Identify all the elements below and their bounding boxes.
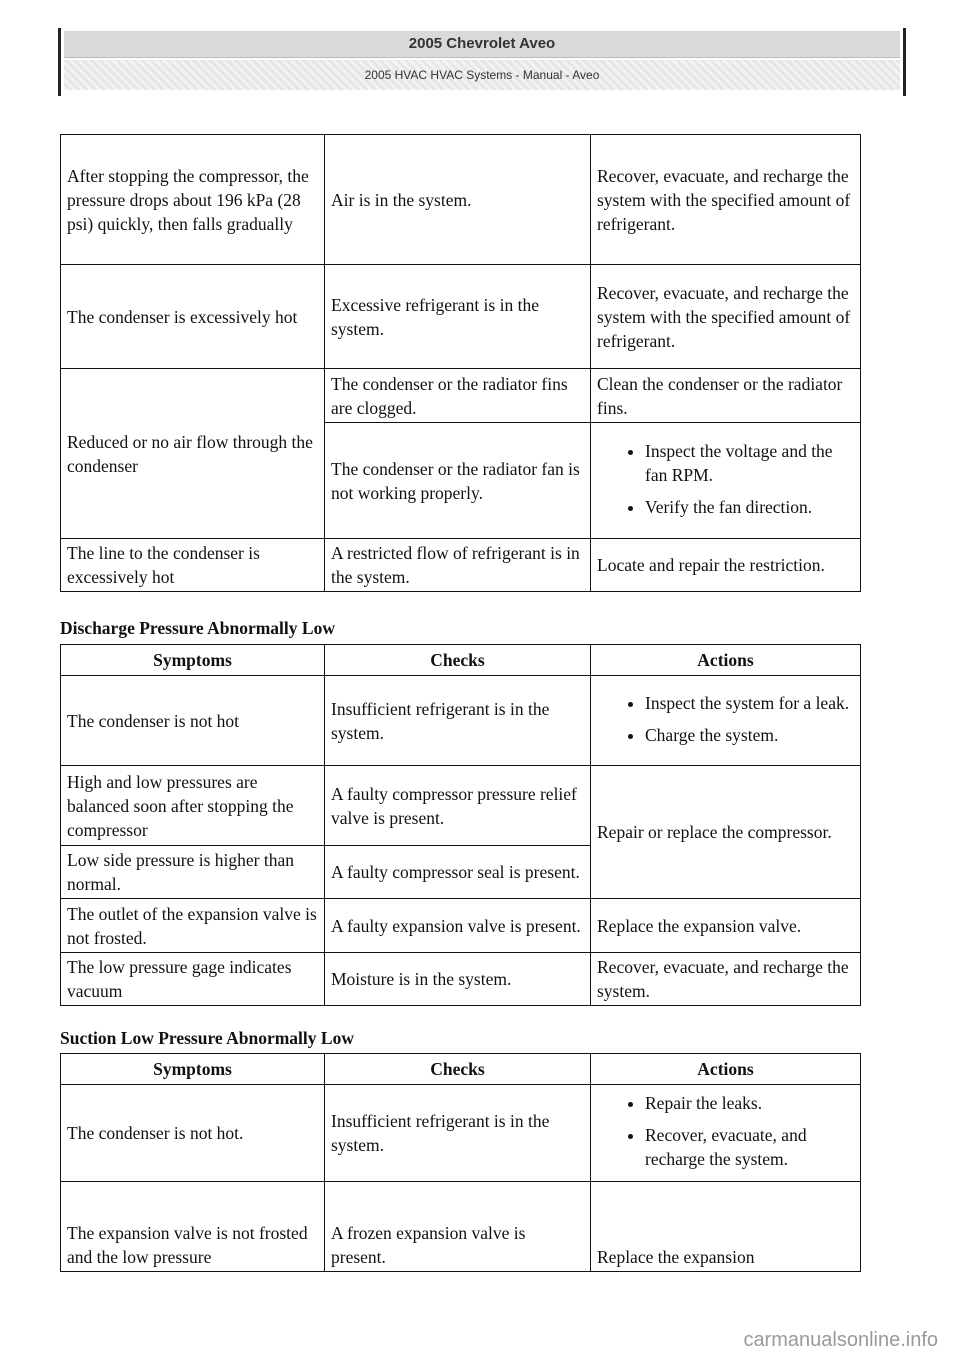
list-item: • Verify the fan direction. [645,495,854,519]
suction-low-table [60,1053,861,1272]
check-cell: A frozen expansion valve is present. [325,1182,591,1272]
action-cell: Locate and repair the restriction. [591,539,861,592]
symptom-cell: The line to the condenser is excessively hot [61,539,325,592]
section-title-discharge-low: Discharge Pressure Abnormally Low [60,618,335,638]
symptom-cell: The expansion valve is not frosted and the low pressure [61,1182,325,1272]
action-cell: Replace the expansion [591,1182,861,1272]
symptom-cell: The outlet of the expansion valve is not frosted. [61,899,325,953]
check-cell: Excessive refrigerant is in the system. [325,265,591,369]
table-header-row [61,1054,861,1085]
action-cell: Recover, evacuate, and recharge the system. [591,953,861,1006]
column-header: Actions [591,1054,861,1085]
symptom-cell: After stopping the compressor, the pressure drops about 196 kPa (28 psi) quickly, then falls gradually [61,135,325,265]
symptom-cell: The low pressure gage indicates vacuum [61,953,325,1006]
list-item: • Inspect the voltage and the fan RPM. [645,439,854,487]
action-cell: Recover, evacuate, and recharge the system with the specified amount of refrigerant. [591,265,861,369]
list-item: • Repair the leaks. [645,1091,854,1115]
check-cell: A faulty expansion valve is present. [325,899,591,953]
symptom-cell: Low side pressure is higher than normal. [61,846,325,899]
symptom-cell: Reduced or no air flow through the condenser [61,369,325,539]
action-cell: Clean the condenser or the radiator fins. [591,369,861,423]
table-row [61,1182,861,1272]
column-header: Symptoms [61,645,325,676]
check-cell: Insufficient refrigerant is in the system. [325,1085,591,1182]
check-cell: A restricted flow of refrigerant is in the system. [325,539,591,592]
action-cell: Repair or replace the compressor. [591,766,861,899]
check-cell: The condenser or the radiator fins are clogged. [325,369,591,423]
check-cell: Air is in the system. [325,135,591,265]
action-cell: Recover, evacuate, and recharge the system with the specified amount of refrigerant. [591,135,861,265]
check-cell: Insufficient refrigerant is in the system. [325,676,591,766]
symptom-cell: High and low pressures are balanced soon after stopping the compressor [61,766,325,846]
action-cell: Replace the expansion valve. [591,899,861,953]
list-item: • Charge the system. [645,723,854,747]
table-row [61,1085,861,1182]
column-header: Actions [591,645,861,676]
symptom-cell: The condenser is not hot [61,676,325,766]
document-subtitle: 2005 HVAC HVAC Systems - Manual - Aveo [64,60,900,90]
watermark-credit: carmanualsonline.info [743,1329,938,1351]
check-cell: Moisture is in the system. [325,953,591,1006]
list-item: • Recover, evacuate, and recharge the system. [645,1123,854,1171]
symptom-cell: The condenser is excessively hot [61,265,325,369]
column-header: Symptoms [61,1054,325,1085]
list-item: • Inspect the system for a leak. [645,691,854,715]
check-cell: A faulty compressor seal is present. [325,846,591,899]
column-header: Checks [325,645,591,676]
document-title: 2005 Chevrolet Aveo [64,31,900,58]
column-header: Checks [325,1054,591,1085]
action-cell [591,1085,861,1182]
section-title-suction-low: Suction Low Pressure Abnormally Low [60,1028,354,1048]
check-cell: A faulty compressor pressure relief valve is present. [325,766,591,846]
check-cell: The condenser or the radiator fan is not working properly. [325,423,591,539]
symptom-cell: The condenser is not hot. [61,1085,325,1182]
leak-action-list [597,1091,854,1171]
